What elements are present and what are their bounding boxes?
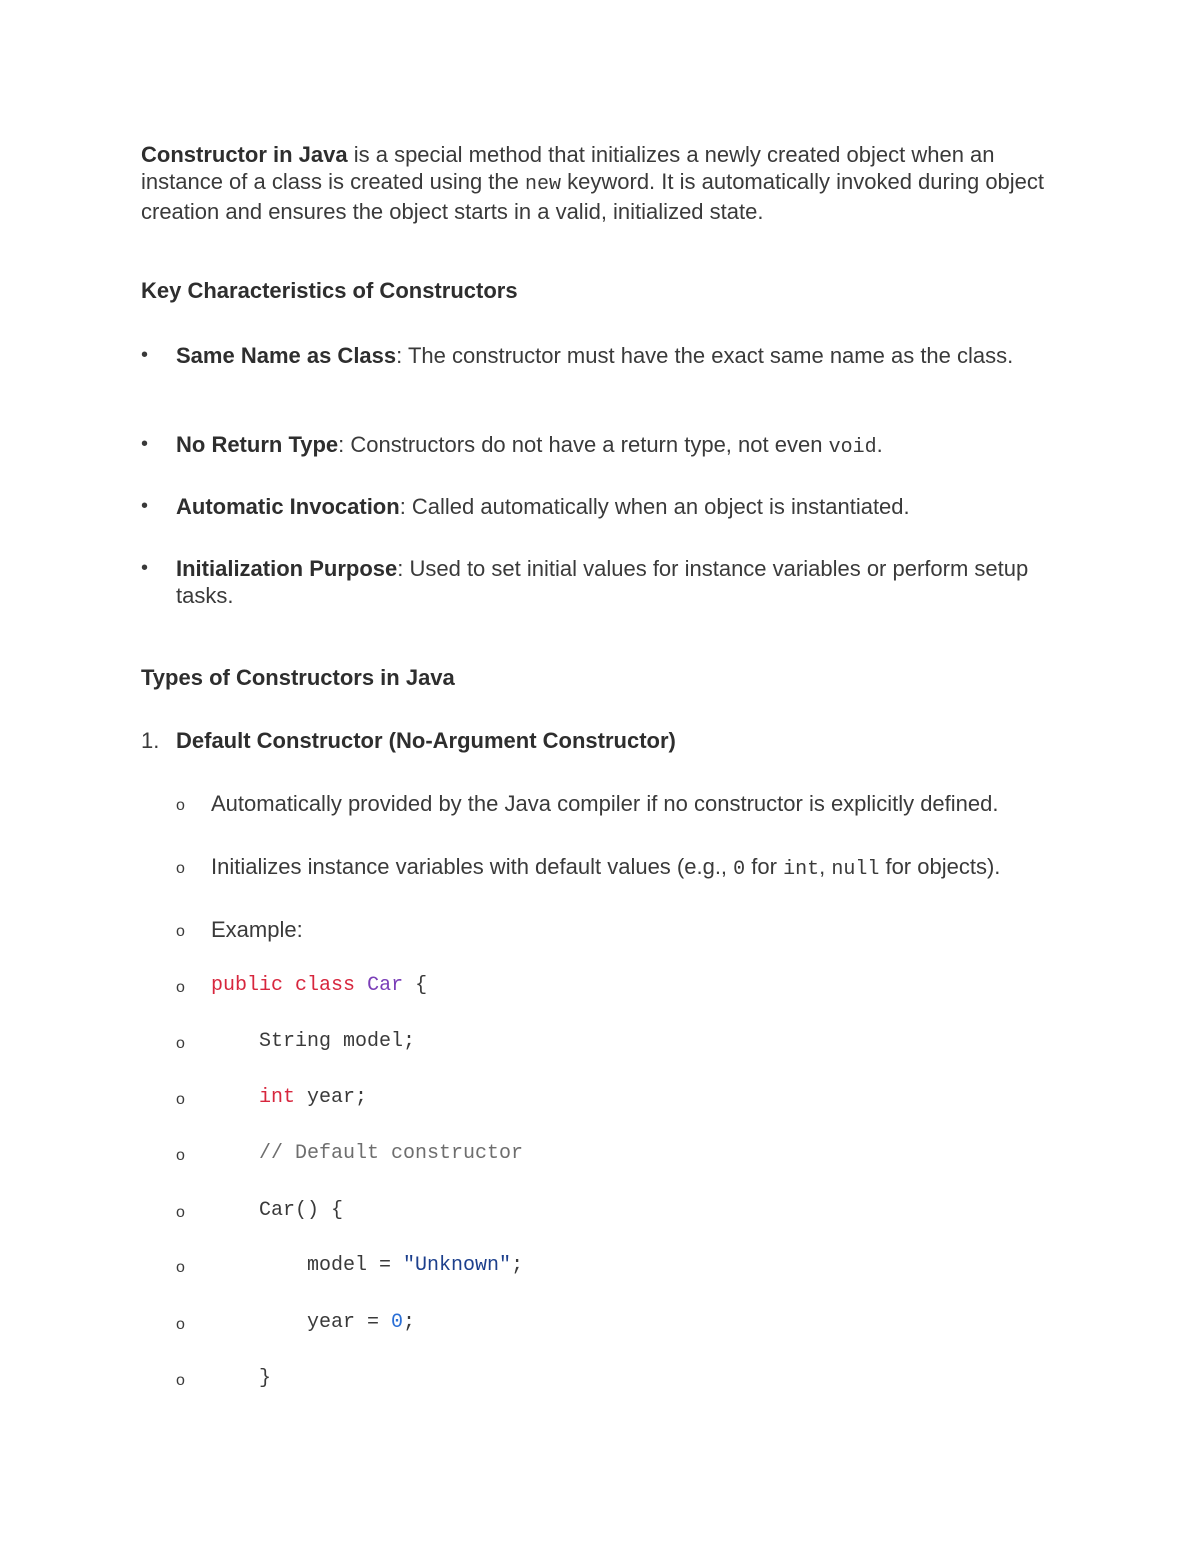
section-heading-types: Types of Constructors in Java xyxy=(141,665,455,690)
list-item-desc: : Constructors do not have a return type, not even xyxy=(338,432,829,457)
code-comment: // Default constructor xyxy=(211,1142,524,1165)
list-item-term: Initialization Purpose xyxy=(176,556,398,581)
sub-list-item-text: Initializes instance variables with default values (e.g., 0 for int, null for objects). xyxy=(211,854,1001,881)
circle-bullet-icon: o xyxy=(176,1316,185,1333)
list-item-term: Same Name as Class xyxy=(176,343,397,368)
list-number: 1. xyxy=(141,728,160,753)
intro-code-new: new xyxy=(525,173,562,196)
list-item xyxy=(141,493,1041,520)
code-line-text: model = "Unknown"; xyxy=(211,1254,524,1277)
list-item-desc: : The constructor must have the exact same name as the class. xyxy=(396,343,1014,368)
code-line-text: String model; xyxy=(211,1030,416,1053)
code-line-text: Car() { xyxy=(211,1199,344,1222)
code-line-text: int year; xyxy=(259,1086,368,1109)
circle-bullet-icon: o xyxy=(176,1259,185,1276)
list-item-code: void xyxy=(828,436,877,459)
numbered-item-label: Default Constructor (No-Argument Constructor) xyxy=(176,728,676,753)
list-item-text xyxy=(176,555,1041,609)
numbered-item xyxy=(141,727,1041,754)
circle-bullet-icon: o xyxy=(176,1204,185,1221)
list-item-term: Automatic Invocation xyxy=(176,494,400,519)
intro-bold-term: Constructor in Java xyxy=(141,142,348,167)
code-line-text: } xyxy=(211,1367,272,1390)
circle-bullet-icon: o xyxy=(176,1372,185,1389)
code-line-text: year = 0; xyxy=(211,1311,416,1334)
intro-text-2: keyword. It is automatically invoked during object creation and ensures the object starts in a valid, initialized state. xyxy=(141,169,1045,224)
list-item-term: No Return Type xyxy=(176,432,339,457)
bullet-icon: • xyxy=(141,344,149,366)
circle-bullet-icon: o xyxy=(176,1147,185,1164)
circle-bullet-icon: o xyxy=(176,923,185,940)
section-heading-characteristics: Key Characteristics of Constructors xyxy=(141,278,518,303)
list-item xyxy=(141,431,1041,458)
list-item-text xyxy=(176,493,1041,520)
list-item-tail: . xyxy=(876,432,883,457)
list-item-desc: : Called automatically when an object is instantiated. xyxy=(399,494,910,519)
list-item-text xyxy=(176,342,1041,369)
sub-list-item-text: Example: xyxy=(211,917,303,942)
bullet-icon: • xyxy=(141,495,149,517)
intro-paragraph xyxy=(141,141,1071,225)
list-item-text xyxy=(176,431,1041,461)
intro-text-1: is a special method that initializes a newly created object when an instance of a class is created using the xyxy=(141,142,995,194)
circle-bullet-icon: o xyxy=(176,979,185,996)
list-item xyxy=(141,342,1041,396)
list-item xyxy=(141,555,1041,609)
list-item-desc: : Used to set initial values for instance variables or perform setup tasks. xyxy=(176,556,1029,608)
circle-bullet-icon: o xyxy=(176,860,185,877)
code-line-text: public class Car { xyxy=(211,974,428,997)
bullet-icon: • xyxy=(141,433,149,455)
sub-list-item-text: Automatically provided by the Java compiler if no constructor is explicitly defined. xyxy=(211,791,999,816)
bullet-icon: • xyxy=(141,557,149,579)
circle-bullet-icon: o xyxy=(176,1035,185,1052)
circle-bullet-icon: o xyxy=(176,797,185,814)
circle-bullet-icon: o xyxy=(176,1091,185,1108)
